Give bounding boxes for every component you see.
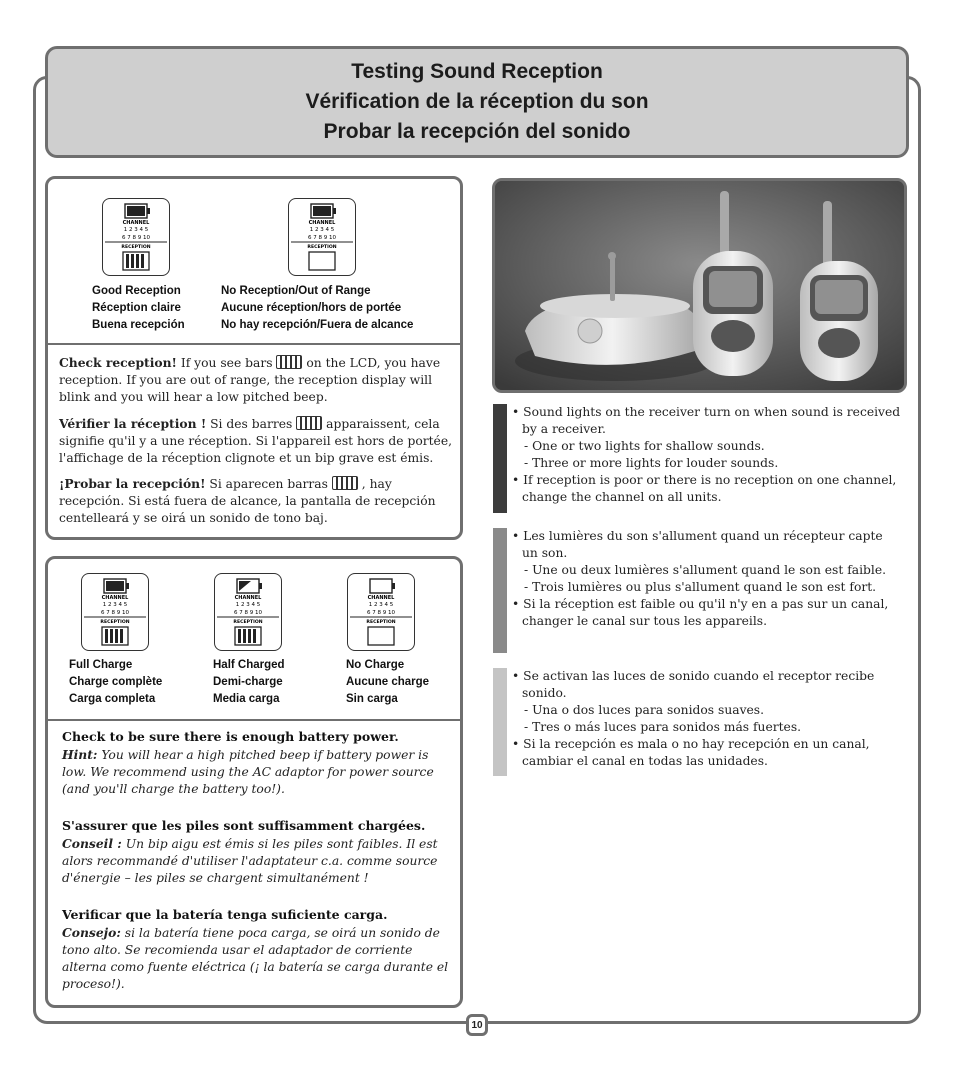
svg-text:CHANNEL: CHANNEL bbox=[234, 595, 262, 601]
svg-text:1 2 3 4 5: 1 2 3 4 5 bbox=[309, 227, 335, 233]
divider bbox=[48, 719, 460, 721]
title-english: Testing Sound Reception bbox=[351, 60, 603, 83]
reception-panel bbox=[45, 176, 463, 540]
svg-text:1 2 3 4 5: 1 2 3 4 5 bbox=[102, 602, 128, 608]
english-section-stripe bbox=[493, 404, 507, 513]
lcd-channel-label: CHANNEL bbox=[122, 220, 150, 226]
svg-text:CHANNEL: CHANNEL bbox=[308, 220, 336, 226]
reception-bars-icon bbox=[276, 355, 302, 369]
sound-lights-spanish: • Se activan las luces de sonido cuando el receptor recibe sonido. - Una o dos luces para sonidos suaves. - Tres o más luces para sonidos más fuertes. • Si la recepción es mala o no hay recepción en un canal, cambiar el canal en todas las unidades. bbox=[512, 669, 875, 768]
lcd-reception-label: RECEPTION bbox=[121, 245, 151, 250]
no-charge-caption: No Charge Aucune charge Sin carga bbox=[346, 659, 430, 705]
svg-text:RECEPTION: RECEPTION bbox=[233, 620, 263, 625]
lcd-channel-row1: 1 2 3 4 5 bbox=[123, 227, 149, 233]
battery-panel bbox=[45, 556, 463, 1008]
full-charge-caption: Full Charge Charge complète Carga completa bbox=[69, 659, 163, 705]
product-photo bbox=[492, 178, 907, 393]
french-section-stripe bbox=[493, 528, 507, 653]
reception-bars-icon bbox=[332, 476, 358, 490]
svg-text:6 7 8 9 10: 6 7 8 9 10 bbox=[234, 610, 262, 616]
battery-text-french: S'assurer que les piles sont suffisamment chargées. Conseil : Un bip aigu est émis si les piles sont faibles. Il est alors recommandé d'utiliser l'adaptateur c.a. comme source d'énergie – les piles se chargent simultanément ! bbox=[62, 818, 438, 885]
sound-lights-french: • Les lumières du son s'allument quand un récepteur capte un son. - Une ou deux lumières s'allument quand le son est faible. - Trois lumières ou plus s'allument quand le son est fort. • Si la réception est faible ou qu'il n'y en a pas sur un canal, changer le canal sur tous les appareils. bbox=[512, 529, 889, 628]
svg-text:6 7 8 9 10: 6 7 8 9 10 bbox=[308, 235, 336, 241]
sound-lights-english: • Sound lights on the receiver turn on when sound is received by a receiver. - One or two lights for shallow sounds. - Three or more lights for louder sounds. • If reception is poor or there is no reception on one channel, change the channel on all units. bbox=[512, 405, 901, 504]
battery-text-spanish: Verificar que la batería tenga suficiente carga. Consejo: si la batería tiene poca carga, se oirá un sonido de tono alto. Se recomienda usar el adaptador de corriente alterna como fuente eléctrica (¡ la batería se carga durante el proceso!). bbox=[62, 907, 449, 991]
svg-text:1 2 3 4 5: 1 2 3 4 5 bbox=[235, 602, 261, 608]
spanish-section-stripe bbox=[493, 668, 507, 776]
svg-text:1 2 3 4 5: 1 2 3 4 5 bbox=[368, 602, 394, 608]
reception-bars-icon bbox=[296, 416, 322, 430]
title-spanish: Probar la recepción del sonido bbox=[323, 120, 631, 143]
lcd-channel-row2: 6 7 8 9 10 bbox=[122, 235, 150, 241]
page-number: 10 bbox=[466, 1014, 488, 1036]
title-french: Vérification de la réception du son bbox=[305, 90, 649, 113]
svg-text:RECEPTION: RECEPTION bbox=[100, 620, 130, 625]
svg-text:RECEPTION: RECEPTION bbox=[366, 620, 396, 625]
battery-text-english: Check to be sure there is enough battery power. Hint: You will hear a high pitched beep if battery power is low. We recommend using the AC adaptor for power source (and you'll charge the battery too!). bbox=[62, 729, 434, 796]
lcd-no-charge-illustration bbox=[347, 573, 415, 651]
half-charge-caption: Half Charged Demi-charge Media carga bbox=[213, 659, 285, 705]
svg-text:RECEPTION: RECEPTION bbox=[307, 245, 337, 250]
svg-text:CHANNEL: CHANNEL bbox=[367, 595, 395, 601]
lcd-good-reception-illustration bbox=[102, 198, 170, 276]
reception-text-english: Check reception! If you see bars on the LCD, you have reception. If you are out of range, the reception display will blink and you will hear a low pitched beep. bbox=[59, 355, 441, 404]
no-reception-caption: No Reception/Out of Range Aucune réception/hors de portée No hay recepción/Fuera de alcance bbox=[221, 285, 414, 331]
lcd-no-reception-illustration bbox=[288, 198, 356, 276]
lcd-full-charge-illustration bbox=[81, 573, 149, 651]
page-header bbox=[45, 46, 909, 158]
reception-text-spanish: ¡Probar la recepción! Si aparecen barras , hay recepción. Si está fuera de alcance, la pantalla de recepción centelleará y se oirá un sonido de tono baj. bbox=[59, 476, 436, 525]
reception-text-french: Vérifier la réception ! Si des barres apparaissent, cela signifie qu'il y a une réception. Si l'appareil est hors de portée, l'affichage de la réception clignote et un bip grave est émis. bbox=[59, 416, 453, 465]
good-reception-caption: Good Reception Réception claire Buena recepción bbox=[92, 285, 185, 331]
svg-text:6 7 8 9 10: 6 7 8 9 10 bbox=[101, 610, 129, 616]
svg-text:CHANNEL: CHANNEL bbox=[101, 595, 129, 601]
lcd-half-charge-illustration bbox=[214, 573, 282, 651]
svg-text:6 7 8 9 10: 6 7 8 9 10 bbox=[367, 610, 395, 616]
divider bbox=[48, 343, 460, 345]
